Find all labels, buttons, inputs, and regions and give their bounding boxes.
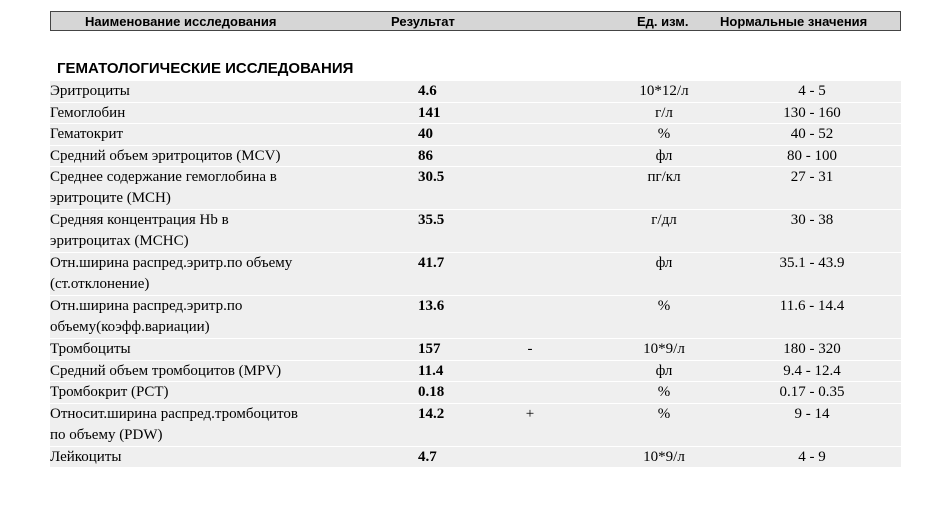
reference-range: 4 - 5 [798, 83, 826, 99]
test-result: 157 [418, 341, 441, 357]
table-row [50, 447, 901, 468]
test-result: 35.5 [418, 212, 445, 228]
section-title: ГЕМАТОЛОГИЧЕСКИЕ ИССЛЕДОВАНИЯ [57, 60, 354, 77]
test-unit: 10*12/л [639, 83, 689, 99]
table-header [50, 11, 901, 31]
test-unit: % [657, 405, 671, 422]
test-name-line: Отн.ширина распред.эритр.по [50, 298, 243, 314]
test-name-line: объему(коэфф.вариации) [50, 319, 210, 335]
table-row [50, 167, 901, 209]
table-row [50, 210, 901, 252]
test-name [50, 103, 125, 124]
test-unit: % [657, 384, 671, 400]
header-unit: Ед. изм. [637, 14, 689, 29]
test-result: 0.18 [418, 384, 445, 400]
test-name-line: эритроцитах (MCHC) [50, 233, 189, 249]
test-name [50, 210, 229, 252]
header-name: Наименование исследования [85, 14, 277, 29]
test-unit: % [657, 298, 671, 314]
reference-range: 35.1 - 43.9 [779, 255, 845, 271]
reference-range: 30 - 38 [790, 212, 834, 228]
test-name [50, 339, 131, 360]
test-name-line: Гемоглобин [50, 104, 126, 121]
test-unit: фл [655, 362, 673, 379]
test-name [50, 81, 130, 102]
reference-range: 80 - 100 [787, 147, 837, 164]
test-name-line: эритроците (MCH) [50, 190, 171, 206]
test-name [50, 404, 298, 446]
test-name [50, 167, 277, 209]
test-name-line: Тромбоциты [50, 341, 131, 357]
reference-range: 180 - 320 [783, 341, 841, 357]
test-unit: г/л [655, 104, 673, 121]
test-unit: фл [655, 147, 673, 164]
test-name [50, 447, 121, 468]
table-row [50, 253, 901, 295]
table-row [50, 81, 901, 102]
test-result: 141 [418, 104, 441, 121]
test-name [50, 253, 292, 295]
result-flag: + [525, 405, 535, 422]
test-name-line: Относит.ширина распред.тромбоцитов [50, 405, 298, 422]
test-name-line: по объему (PDW) [50, 426, 163, 443]
test-unit: г/дл [651, 212, 677, 228]
reference-range: 40 - 52 [790, 126, 834, 142]
test-name-line: Тромбокрит (PCT) [50, 384, 169, 400]
reference-range: 130 - 160 [783, 104, 841, 121]
test-unit: 10*9/л [643, 341, 685, 357]
test-result: 40 [418, 126, 433, 142]
test-unit: % [657, 126, 671, 142]
test-result: 86 [418, 147, 433, 164]
test-name-line: Отн.ширина распред.эритр.по объему [50, 255, 293, 271]
table-row [50, 103, 901, 124]
test-name-line: Гематокрит [50, 126, 124, 142]
test-result: 41.7 [418, 255, 445, 271]
table-row [50, 404, 901, 446]
test-name-line: Средний объем эритроцитов (MCV) [50, 147, 281, 164]
test-unit: 10*9/л [643, 448, 685, 465]
reference-range: 4 - 9 [798, 448, 826, 465]
test-result: 14.2 [418, 405, 445, 422]
table-row [50, 146, 901, 167]
test-name-line: Средний объем тромбоцитов (MPV) [50, 362, 282, 379]
reference-range: 9 - 14 [794, 405, 830, 422]
test-result: 4.7 [418, 448, 437, 465]
test-name [50, 382, 169, 403]
header-range: Нормальные значения [720, 14, 868, 29]
reference-range: 9.4 - 12.4 [783, 362, 841, 379]
reference-range: 27 - 31 [790, 169, 834, 185]
table-row [50, 339, 901, 360]
test-result: 4.6 [418, 83, 437, 99]
test-name-line: Средняя концентрация Hb в [50, 212, 229, 228]
result-flag: - [527, 341, 533, 357]
test-unit: пг/кл [647, 169, 681, 185]
test-name-line: Среднее содержание гемоглобина в [50, 169, 277, 185]
test-name-line: Эритроциты [50, 83, 130, 99]
reference-range: 11.6 - 14.4 [779, 298, 845, 314]
test-name [50, 296, 242, 338]
test-result: 11.4 [418, 362, 444, 379]
test-name [50, 124, 123, 145]
table-row [50, 361, 901, 382]
reference-range: 0.17 - 0.35 [779, 384, 845, 400]
test-name-line: (ст.отклонение) [50, 276, 150, 292]
table-row [50, 124, 901, 145]
test-result: 30.5 [418, 169, 445, 185]
test-result: 13.6 [418, 298, 445, 314]
test-name-line: Лейкоциты [50, 448, 122, 465]
table-row [50, 296, 901, 338]
header-result: Результат [391, 14, 455, 29]
table-row [50, 382, 901, 403]
test-name [50, 146, 280, 167]
test-unit: фл [655, 255, 673, 271]
test-name [50, 361, 281, 382]
